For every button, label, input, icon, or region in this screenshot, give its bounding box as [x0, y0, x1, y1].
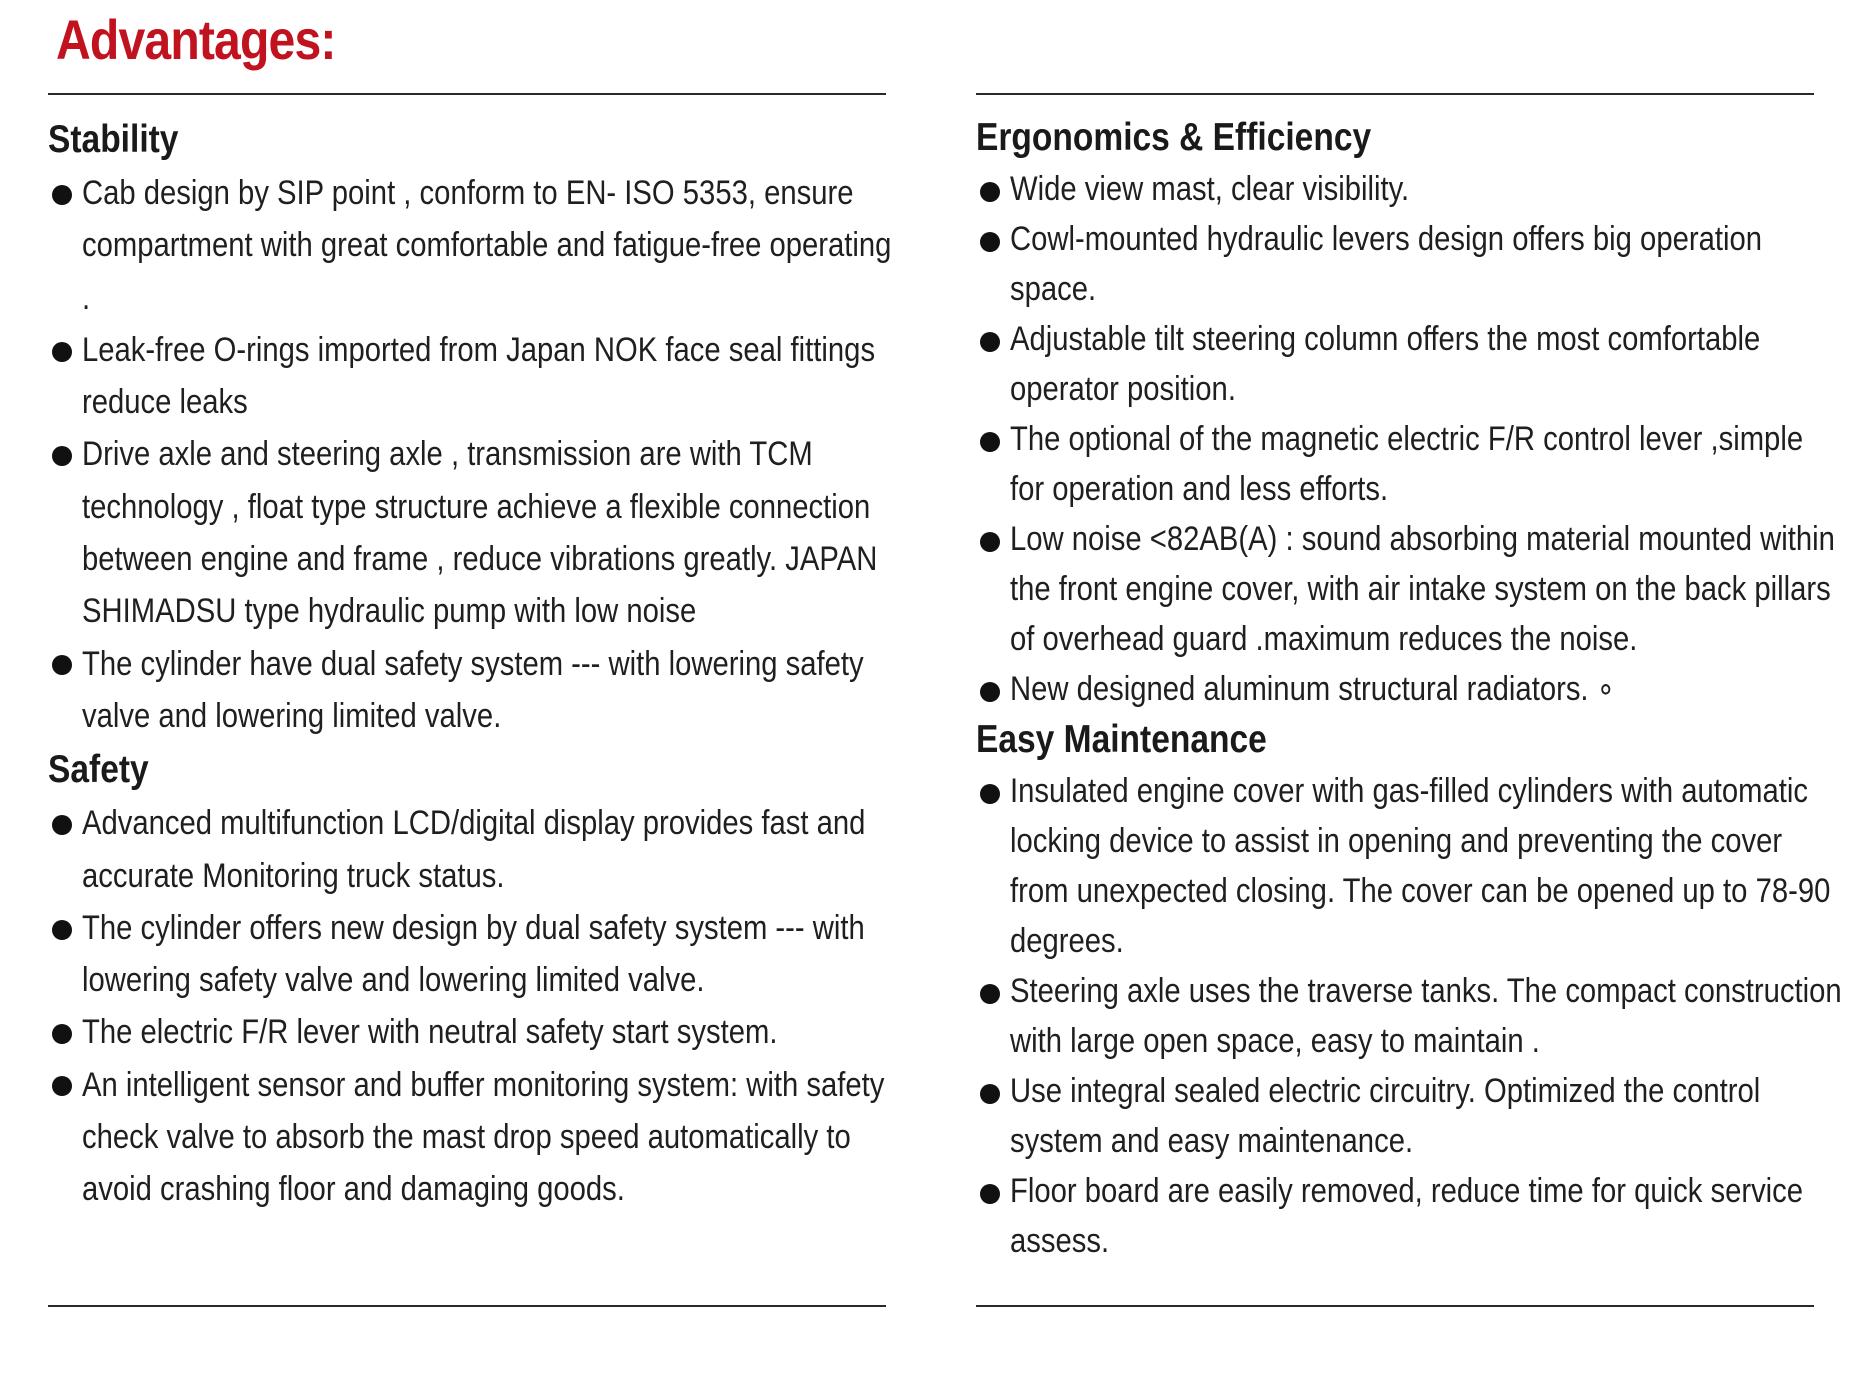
list-item [48, 1006, 898, 1058]
bullet-text: Cab design by SIP point , conform to EN- ISO 5353, ensure compartment with great comfortable and fatigue-free operating . [82, 174, 892, 317]
bullet-icon [52, 655, 72, 675]
bullet-icon [980, 1084, 1000, 1104]
safety-list [48, 797, 898, 1215]
bullet-icon [980, 682, 1000, 702]
bullet-icon [980, 984, 1000, 1004]
bullet-text: New designed aluminum structural radiators. ∘ [1010, 670, 1615, 708]
stability-list [48, 167, 898, 742]
list-item [48, 167, 898, 324]
bullet-icon [52, 446, 72, 466]
bullet-text: Drive axle and steering axle , transmission are with TCM technology , float type structure achieve a flexible connection between engine and frame , reduce vibrations greatly. JAPAN SHIMADSU type hydraulic pump with low noise [82, 435, 878, 631]
section-title-ergonomics: Ergonomics & Efficiency [976, 116, 1372, 159]
bullet-text: Cowl-mounted hydraulic levers design offers big operation space. [1010, 220, 1762, 308]
list-item [976, 966, 1846, 1066]
list-item [976, 766, 1846, 966]
page-title: Advantages: [56, 8, 336, 71]
bullet-text: The cylinder offers new design by dual safety system --- with lowering safety valve and lowering limited valve. [82, 908, 865, 1000]
bullet-icon [980, 532, 1000, 552]
bullet-icon [52, 342, 72, 362]
bullet-text: Leak-free O-rings imported from Japan NOK face seal fittings reduce leaks [82, 330, 876, 422]
bullet-icon [980, 1184, 1000, 1204]
bullet-text: Advanced multifunction LCD/digital display provides fast and accurate Monitoring truck status. [82, 804, 866, 895]
right-column [976, 112, 1846, 1266]
bullet-icon [980, 432, 1000, 452]
section-title-stability: Stability [48, 118, 179, 161]
maintenance-list [976, 766, 1846, 1266]
list-item [976, 164, 1846, 214]
bullet-text: Floor board are easily removed, reduce time for quick service assess. [1010, 1172, 1804, 1260]
bullet-icon [980, 232, 1000, 252]
list-item [976, 314, 1846, 414]
list-item [976, 1166, 1846, 1266]
list-item [48, 902, 898, 1007]
bullet-text: An intelligent sensor and buffer monitoring system: with safety check valve to absorb the mast drop speed automatically to avoid crashing floor and damaging goods. [82, 1065, 885, 1209]
list-item [976, 414, 1846, 514]
bullet-text: Use integral sealed electric circuitry. Optimized the control system and easy maintenance. [1010, 1072, 1761, 1160]
list-item [48, 638, 898, 743]
bullet-text: Wide view mast, clear visibility. [1010, 170, 1410, 208]
bullet-text: The cylinder have dual safety system --- with lowering safety valve and lowering limited valve. [82, 644, 864, 735]
list-item [976, 664, 1846, 714]
list-item [976, 1066, 1846, 1166]
bullet-icon [980, 332, 1000, 352]
list-item [976, 214, 1846, 314]
section-title-easy-maintenance: Easy Maintenance [976, 718, 1267, 761]
bullet-text: The optional of the magnetic electric F/R control lever ,simple for operation and less efforts. [1010, 420, 1804, 508]
bullet-text: Low noise <82AB(A) : sound absorbing material mounted within the front engine cover, with air intake system on the back pillars of overhead guard .maximum reduces the noise. [1010, 520, 1835, 658]
bullet-text: Adjustable tilt steering column offers the most comfortable operator position. [1010, 320, 1761, 408]
bullet-icon [980, 182, 1000, 202]
bullet-icon [52, 815, 72, 835]
bullet-icon [52, 920, 72, 940]
list-item [48, 797, 898, 902]
bullet-text: Steering axle uses the traverse tanks. The compact construction with large open space, easy to maintain . [1010, 972, 1842, 1060]
list-item [48, 324, 898, 429]
list-item [48, 428, 898, 637]
bottom-rule-right [976, 1305, 1814, 1307]
left-column [48, 112, 898, 1216]
top-rule-left [48, 93, 886, 95]
bullet-icon [52, 1024, 72, 1044]
bottom-rule-left [48, 1305, 886, 1307]
bullet-icon [52, 185, 72, 205]
bullet-icon [980, 784, 1000, 804]
list-item [48, 1059, 898, 1216]
bullet-text: Insulated engine cover with gas-filled cylinders with automatic locking device to assist in opening and preventing the cover from unexpected closing. The cover can be opened up to 78-90 degrees. [1010, 772, 1831, 960]
section-title-safety: Safety [48, 748, 149, 792]
bullet-icon [52, 1076, 72, 1096]
top-rule-right [976, 93, 1814, 95]
ergonomics-list [976, 164, 1846, 714]
list-item [976, 514, 1846, 664]
bullet-text: The electric F/R lever with neutral safety start system. [82, 1013, 778, 1052]
